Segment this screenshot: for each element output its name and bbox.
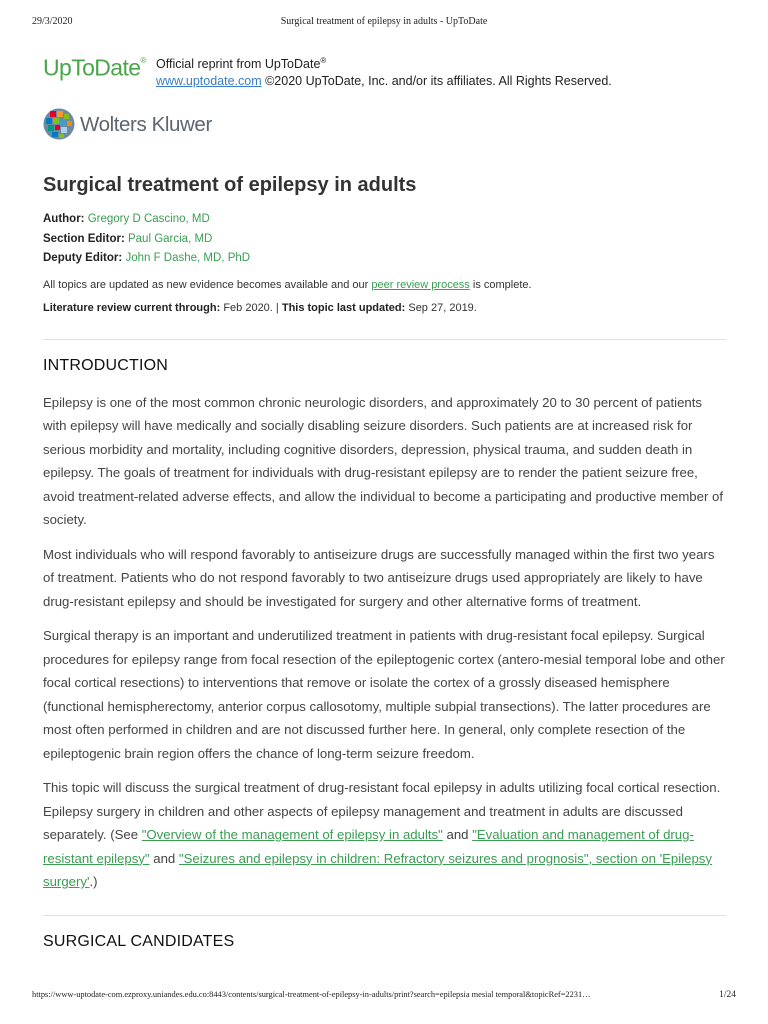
literature-review-status: Literature review current through: Feb 2020. | This topic last updated: Sep 27, 2019. — [43, 301, 477, 314]
overview-epilepsy-link[interactable]: "Overview of the management of epilepsy in adults" — [141, 827, 443, 842]
section-divider — [43, 915, 726, 916]
drug-resistant-epilepsy-link[interactable]: "Evaluation and management of drug-resistant epilepsy" — [43, 827, 694, 866]
print-url: https://www-uptodate-com.ezproxy.uniandes.edu.co:8443/contents/surgical-treatment-of-epilepsy-in-adults/print?search=epilepsia mesial temporal&topicRef=2231… — [32, 990, 591, 999]
deputy-editor-row: Deputy Editor: John F Dashe, MD, PhD — [43, 252, 251, 264]
page-number: 1/24 — [719, 990, 736, 1000]
article-credits — [43, 210, 726, 269]
section-divider — [43, 339, 726, 340]
print-page-title: Surgical treatment of epilepsy in adults - UpToDate — [280, 16, 488, 27]
reprint-line: Official reprint from UpToDate — [156, 57, 321, 72]
surgical-candidates-heading: SURGICAL CANDIDATES — [43, 932, 235, 950]
introduction-heading: INTRODUCTION — [43, 356, 169, 374]
publisher-name: Wolters Kluwer — [80, 113, 212, 136]
review-note: All topics are updated as new evidence becomes available and our peer review process is complete. — [43, 278, 532, 291]
reprint-notice — [156, 52, 612, 90]
registered-mark: ® — [320, 56, 327, 65]
print-header — [32, 16, 736, 30]
uptodate-logo[interactable]: UpToDate® — [43, 54, 147, 81]
seizures-children-link[interactable]: "Seizures and epilepsy in children: Refractory seizures and prognosis", section on 'Epilepsy surgery' — [43, 850, 712, 889]
introduction-paragraph-1: Epilepsy is one of the most common chronic neurologic disorders, and approximately 20 to 30 percent of patients with epilepsy will have medically and socially disabling seizure disorders. Such patients are at increased risk for serious morbidity and mortality, including cognitive disorders, depression, physical trauma, and sudden death in epilepsy. The goals of treatment for individuals with drug-resistant epilepsy are to render the patient seizure free, avoid treatment-related adverse effects, and allow the individual to become a participating and productive member of society. — [43, 394, 724, 527]
peer-review-link[interactable]: peer review process — [371, 278, 470, 291]
uptodate-site-link[interactable]: www.uptodate.com — [156, 74, 262, 89]
author-row: Author: Gregory D Cascino, MD — [43, 213, 210, 225]
print-footer — [32, 990, 736, 1004]
copyright-text: ©2020 UpToDate, Inc. and/or its affiliates. All Rights Reserved. — [261, 74, 612, 89]
section-editor-row: Section Editor: Paul Garcia, MD — [43, 232, 213, 245]
article-content — [43, 170, 726, 951]
wolters-kluwer-mosaic-icon — [43, 108, 75, 140]
section-editor-link[interactable]: Paul Garcia, MD — [127, 232, 213, 245]
deputy-editor-link[interactable]: John F Dashe, MD, PhD — [125, 252, 251, 264]
article-title: Surgical treatment of epilepsy in adults — [43, 174, 417, 196]
introduction-paragraph-2: Most individuals who will respond favorably to antiseizure drugs are successfully managed within the first two years of treatment. Patients who do not respond favorably to two antiseizure drugs used appropriately are likely to have drug-resistant epilepsy and should be investigated for surgery and other alternative forms of treatment. — [43, 546, 715, 609]
print-date: 29/3/2020 — [32, 16, 73, 27]
introduction-paragraph-4: This topic will discuss the surgical treatment of drug-resistant focal epilepsy in adults utilizing focal cortical resection. Epilepsy surgery in children and other aspects of epilepsy management and treatment in adults are discussed separately. (See "Overview of the management of epilepsy in adults" and "Evaluation and management of drug-resistant epilepsy" and "Seizures and epilepsy in children: Refractory seizures and prognosis", section on 'Epilepsy surgery'.) — [43, 780, 721, 889]
introduction-paragraph-3: Surgical therapy is an important and underutilized treatment in patients with drug-resistant focal epilepsy. Surgical procedures for epilepsy range from focal resection of the epileptogenic cortex (antero-mesial temporal lobe and other focal cortical resections) to interventions that remove or isolate the cortex of a grossly diseased hemisphere (functional hemispherectomy, anterior corpus callosotomy, multiple subpial transections). The latter procedures are most often performed in children and are not discussed further here. In general, only complete resection of the epileptogenic brain region offers the chance of long-term seizure freedom. — [43, 628, 725, 761]
author-link[interactable]: Gregory D Cascino, MD — [87, 213, 210, 225]
